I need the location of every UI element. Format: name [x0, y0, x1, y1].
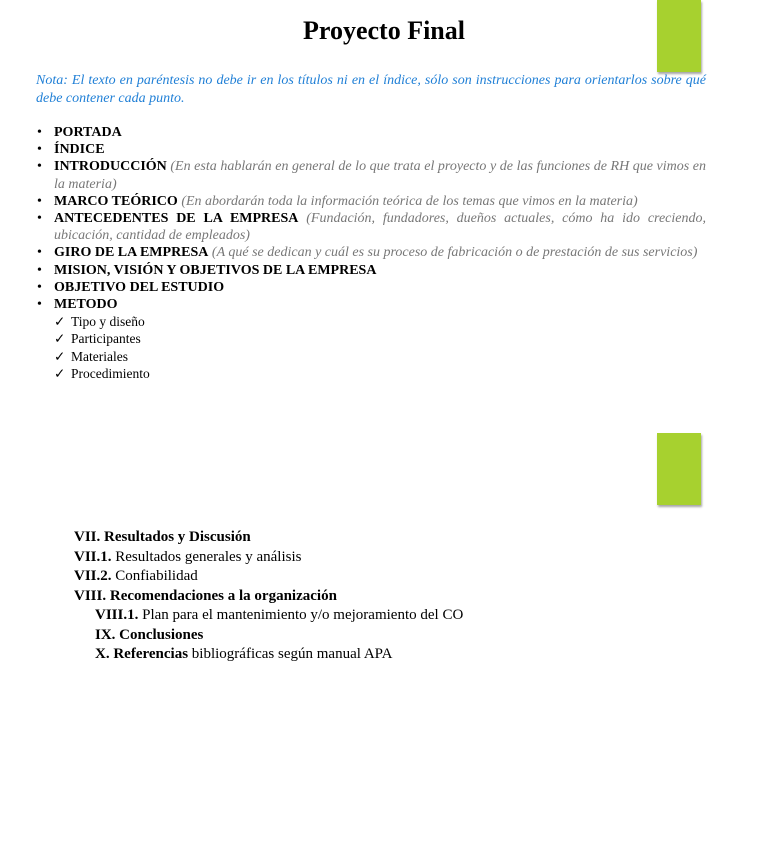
toc-row — [74, 626, 463, 646]
list-item — [36, 124, 706, 141]
item-label: PORTADA — [54, 125, 122, 140]
toc-row — [74, 645, 463, 665]
toc-text: Resultados y Discusión — [104, 529, 251, 545]
item-description: (A qué se dedican y cuál es su proceso de fabricación o de prestación de sus servicios) — [211, 245, 698, 261]
list-item — [36, 244, 706, 261]
sub-list-item — [54, 330, 706, 347]
toc-number: VII.1. — [74, 548, 112, 565]
toc-text: Conclusiones — [119, 626, 204, 643]
checkmark-icon: ✓ — [54, 348, 66, 364]
method-sublist — [54, 313, 706, 382]
sub-item-label: Procedimiento — [71, 365, 150, 381]
checkmark-icon: ✓ — [54, 365, 66, 381]
toc-text: Resultados generales y análisis — [115, 548, 302, 565]
toc-row — [74, 567, 463, 587]
toc-row — [74, 548, 463, 568]
toc-row — [74, 587, 463, 607]
toc-text: Plan para el mantenimiento y/o mejoramiento del CO — [142, 607, 464, 623]
item-description: (En esta hablarán en general de lo que trata el proyecto y de las funciones de RH que vimos en la materia) — [54, 159, 707, 192]
toc-bold-text: Referencias — [113, 646, 189, 662]
table-of-contents — [74, 528, 463, 665]
item-label: INTRODUCCIÓN — [54, 159, 167, 175]
item-description: (Fundación, fundadores, dueños actuales, cómo ha ido creciendo, ubicación, cantidad de empleados) — [54, 211, 706, 244]
sub-item-label: Tipo y diseño — [71, 314, 145, 330]
toc-text: bibliográficas según manual APA — [191, 646, 393, 662]
toc-number: VIII. — [74, 587, 107, 604]
list-item — [36, 279, 706, 296]
list-item — [36, 193, 706, 210]
checkmark-icon: ✓ — [54, 314, 66, 330]
list-item — [36, 262, 706, 279]
toc-row — [74, 606, 463, 626]
sub-item-label: Participantes — [71, 331, 141, 347]
sub-item-label: Materiales — [71, 348, 128, 364]
item-label: ANTECEDENTES DE LA EMPRESA — [54, 211, 299, 227]
item-label: GIRO DE LA EMPRESA — [54, 245, 209, 261]
item-description: (En abordarán toda la información teórica de los temas que vimos en la materia) — [181, 193, 638, 209]
list-item — [36, 296, 706, 382]
item-label: METODO — [54, 297, 118, 313]
green-tab-middle — [657, 433, 701, 505]
toc-number: IX. — [95, 626, 116, 643]
list-item — [36, 210, 706, 244]
toc-number: X. — [95, 646, 110, 662]
page-title: Proyecto Final — [303, 16, 465, 45]
toc-text: Recomendaciones a la organización — [109, 587, 337, 604]
sub-list-item — [54, 365, 706, 382]
sub-list-item — [54, 348, 706, 365]
sub-list-item — [54, 313, 706, 330]
item-label: OBJETIVO DEL ESTUDIO — [54, 279, 225, 295]
item-label: MARCO TEÓRICO — [54, 193, 178, 209]
toc-text: Confiabilidad — [115, 568, 198, 584]
list-item — [36, 141, 706, 158]
toc-number: VII.2. — [74, 568, 112, 584]
checkmark-icon: ✓ — [54, 331, 66, 347]
section-list — [36, 124, 706, 382]
toc-number: VIII.1. — [95, 607, 139, 623]
list-item — [36, 158, 706, 192]
instruction-note: Nota: El texto en paréntesis no debe ir en los títulos ni en el índice, sólo son instrucciones para orientarlos sobre qué debe contener cada punto. — [36, 73, 706, 106]
item-label: MISION, VISIÓN Y OBJETIVOS DE LA EMPRESA — [54, 262, 377, 278]
item-label: ÍNDICE — [54, 142, 105, 158]
toc-row — [74, 528, 463, 548]
toc-number: VII. — [74, 529, 101, 545]
